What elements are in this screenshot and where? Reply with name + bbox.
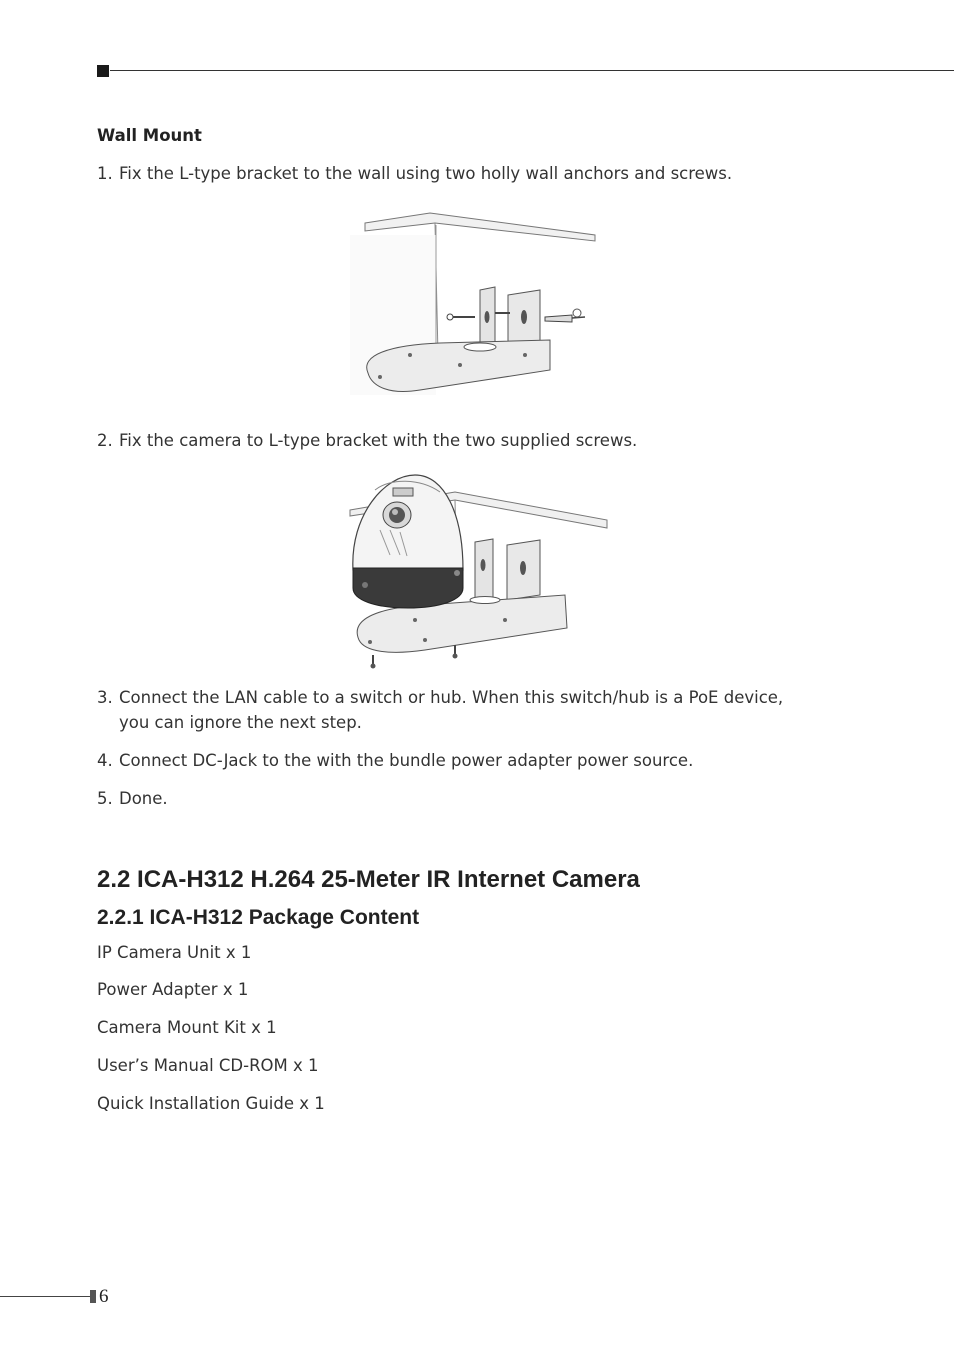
step-text: Fix the L-type bracket to the wall using two holly wall anchors and screws. [119,164,733,183]
page-number: 6 [99,1286,109,1307]
step-text: Connect the LAN cable to a switch or hub. When this switch/hub is a PoE device, [119,688,784,707]
header-rule [110,70,954,71]
step-number: 2. [97,431,113,450]
step-3 [97,685,877,735]
subsection-heading: 2.2.1 ICA-H312 Package Content [97,906,420,929]
package-item: Quick Installation Guide x 1 [97,1094,325,1113]
header-square-marker [97,65,109,77]
step-number: 1. [97,164,113,183]
package-item: Power Adapter x 1 [97,980,249,999]
camera-on-bracket-illustration [345,470,615,675]
package-item: IP Camera Unit x 1 [97,943,252,962]
package-item: Camera Mount Kit x 1 [97,1018,277,1037]
footer-rule [0,1296,90,1297]
step-number: 3. [97,688,113,707]
step-number: 5. [97,789,113,808]
step-5 [97,786,877,811]
step-text: Done. [119,789,168,808]
step-2 [97,428,877,453]
step-number: 4. [97,751,113,770]
step-text-continued: you can ignore the next step. [119,713,362,732]
step-text: Connect DC-Jack to the with the bundle power adapter power source. [119,751,694,770]
bracket-wall-mount-illustration [350,205,610,410]
step-4 [97,748,877,773]
step-1 [97,161,877,186]
section-title: Wall Mount [97,126,202,145]
section-heading: 2.2 ICA-H312 H.264 25-Meter IR Internet Camera [97,866,640,893]
package-item: User’s Manual CD-ROM x 1 [97,1056,319,1075]
footer-bar-marker [90,1290,96,1303]
step-text: Fix the camera to L-type bracket with the two supplied screws. [119,431,638,450]
